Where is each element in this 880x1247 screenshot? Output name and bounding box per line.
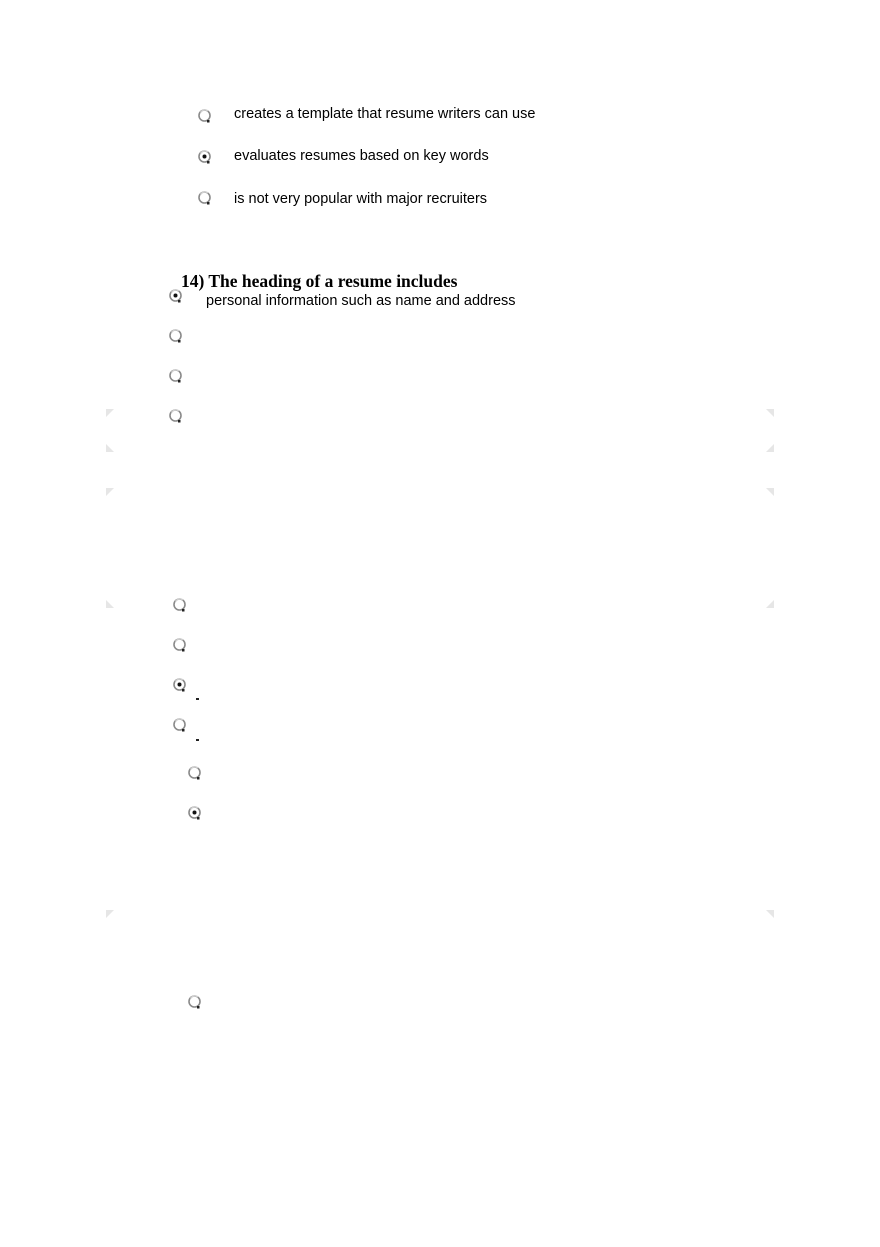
radio-unselected-icon bbox=[172, 637, 189, 654]
radio-unselected-icon bbox=[168, 368, 185, 385]
corner-mark bbox=[766, 409, 774, 417]
q15-option-4-radio[interactable] bbox=[172, 717, 189, 734]
q17-option-1-radio[interactable] bbox=[187, 994, 204, 1011]
radio-unselected-icon bbox=[187, 994, 204, 1011]
radio-unselected-icon bbox=[168, 328, 185, 345]
q16-option-1-radio[interactable] bbox=[187, 765, 204, 782]
q14-option-1-radio[interactable] bbox=[168, 288, 185, 305]
corner-mark bbox=[106, 488, 114, 496]
q15-option-3-radio[interactable] bbox=[172, 677, 189, 694]
corner-mark bbox=[106, 409, 114, 417]
q14-option-1-label: personal information such as name and address bbox=[206, 293, 516, 309]
radio-unselected-icon bbox=[172, 717, 189, 734]
corner-mark bbox=[106, 600, 114, 608]
radio-selected-icon bbox=[168, 288, 185, 305]
radio-unselected-icon bbox=[187, 765, 204, 782]
corner-mark bbox=[106, 444, 114, 452]
radio-selected-icon bbox=[172, 677, 189, 694]
corner-mark bbox=[766, 444, 774, 452]
radio-selected-icon bbox=[187, 805, 204, 822]
q14-option-3-radio[interactable] bbox=[168, 368, 185, 385]
q14-option-4-radio[interactable] bbox=[168, 408, 185, 425]
q15-option-1-radio[interactable] bbox=[172, 597, 189, 614]
corner-mark bbox=[766, 600, 774, 608]
q13-option-1-radio[interactable] bbox=[197, 108, 214, 125]
stray-mark bbox=[196, 739, 199, 741]
q14-option-2-radio[interactable] bbox=[168, 328, 185, 345]
corner-mark bbox=[766, 910, 774, 918]
q13-option-3-label: is not very popular with major recruiters bbox=[234, 191, 488, 207]
corner-mark bbox=[766, 488, 774, 496]
radio-unselected-icon bbox=[197, 108, 214, 125]
stray-mark bbox=[196, 698, 199, 700]
q13-option-2-label: evaluates resumes based on key words bbox=[234, 148, 489, 164]
radio-unselected-icon bbox=[172, 597, 189, 614]
radio-unselected-icon bbox=[197, 190, 214, 207]
q15-option-2-radio[interactable] bbox=[172, 637, 189, 654]
q13-option-2-radio[interactable] bbox=[197, 149, 214, 166]
radio-unselected-icon bbox=[168, 408, 185, 425]
question-14-heading: 14) The heading of a resume includes bbox=[181, 271, 458, 291]
q13-option-1-label: creates a template that resume writers can use bbox=[234, 106, 536, 122]
corner-mark bbox=[106, 910, 114, 918]
q13-option-3-radio[interactable] bbox=[197, 190, 214, 207]
radio-selected-icon bbox=[197, 149, 214, 166]
q16-option-2-radio[interactable] bbox=[187, 805, 204, 822]
